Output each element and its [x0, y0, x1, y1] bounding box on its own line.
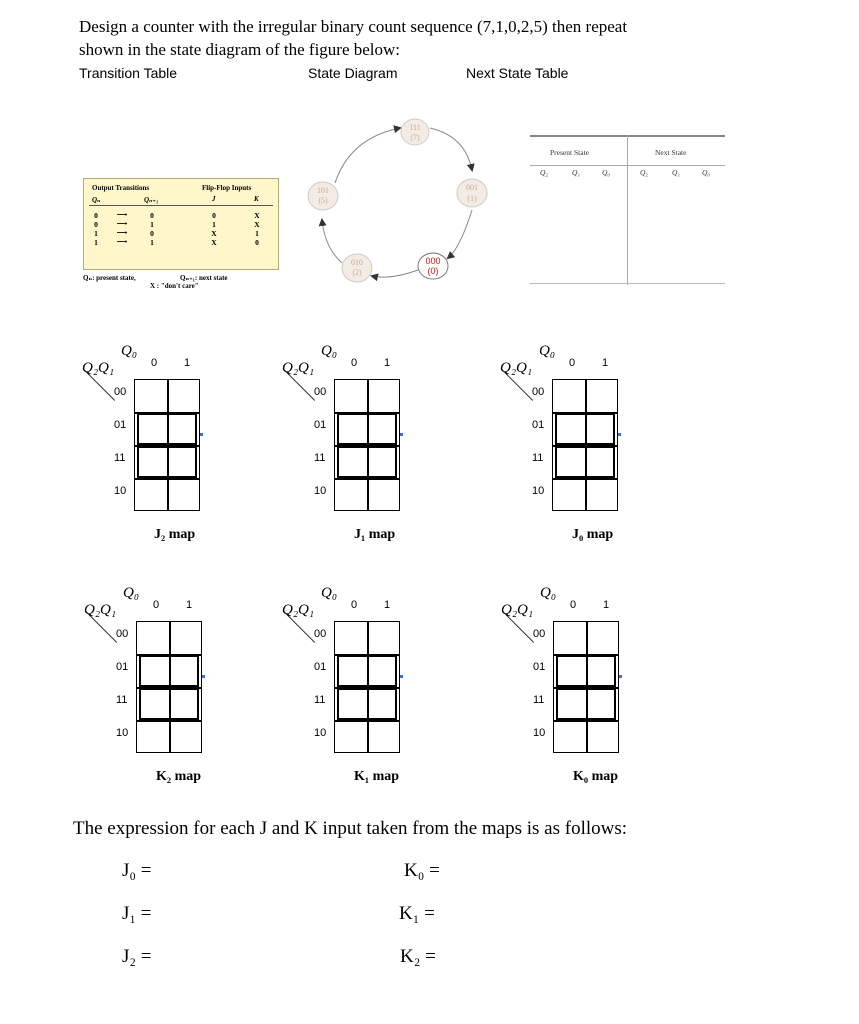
kmap-grid [334, 379, 400, 511]
tt-j: 1 [212, 220, 216, 229]
state-1-dec: (1) [467, 194, 477, 203]
transition-table-label: Transition Table [79, 65, 178, 81]
tt-k: 0 [255, 238, 259, 247]
kmap-title: K₁ map [354, 769, 400, 784]
kmap-row-11: 11 [116, 694, 128, 706]
kmap-row-10: 10 [114, 485, 127, 497]
kmap-col-0: 0 [151, 357, 158, 369]
state-1 [457, 179, 487, 207]
kmap-row-11: 11 [533, 694, 545, 706]
kmap-col-0: 0 [351, 357, 358, 369]
kmap-row-10: 10 [314, 485, 327, 497]
state-diagram-label: State Diagram [308, 65, 398, 81]
kmap-title: K₂ map [156, 769, 202, 784]
transition-1-to-0 [448, 210, 472, 258]
next-state-table [530, 135, 725, 285]
kmap-q2q1-label: Q₂Q₁ [500, 360, 533, 376]
transition-5-to-7 [335, 128, 400, 183]
expr-j1: J₁ = [122, 903, 152, 924]
problem-line-1: Design a counter with the irregular binary count sequence (7,1,0,2,5) then repeat [79, 17, 628, 36]
expr-k1: K₁ = [399, 903, 435, 924]
state-7-dec: (7) [410, 133, 420, 142]
kmap-row-00: 00 [314, 386, 327, 398]
kmap-title: J₀ map [572, 527, 614, 542]
tt-qn1: 0 [150, 211, 154, 220]
kmap-row-11: 11 [314, 452, 326, 464]
kmap-row-01: 01 [532, 419, 545, 431]
kmap-j1 [282, 343, 496, 553]
tt-col-qn: Qₙ [92, 196, 101, 204]
tt-qn: 0 [94, 211, 98, 220]
kmap-q2q1-label: Q₂Q₁ [82, 360, 115, 376]
transition-0-to-2 [372, 270, 418, 277]
kmap-grid [552, 379, 618, 511]
kmap-row-10: 10 [314, 727, 327, 739]
tt-col-j: J [212, 195, 216, 203]
nst-col: Q₁ [572, 168, 581, 177]
tt-arrow: ⟶ [116, 228, 128, 237]
tt-arrow: ⟶ [116, 210, 128, 219]
kmap-row-10: 10 [532, 485, 545, 497]
nst-col: Q₀ [602, 168, 611, 177]
tt-note-present: Qₙ: present state, [83, 274, 136, 282]
kmap-row-11: 11 [314, 694, 326, 706]
kmap-row-00: 00 [116, 628, 129, 640]
kmap-col-1: 1 [384, 357, 391, 369]
tt-qn: 0 [94, 220, 98, 229]
kmap-col-0: 0 [351, 599, 358, 611]
problem-line-2: shown in the state diagram of the figure below: [79, 40, 401, 59]
kmap-grid [134, 379, 200, 511]
expr-k2: K₂ = [400, 946, 436, 967]
kmap-col-1: 1 [186, 599, 193, 611]
tt-qn1: 0 [150, 229, 154, 238]
kmap-row-10: 10 [533, 727, 546, 739]
tt-col-k: K [254, 195, 259, 203]
kmap-row-00: 00 [532, 386, 545, 398]
state-7-bin: 111 [409, 123, 421, 132]
state-2-bin: 010 [351, 258, 363, 267]
tt-note-dontcare: X : "don't care" [150, 282, 199, 290]
kmap-row-01: 01 [116, 661, 129, 673]
state-2-dec: (2) [352, 268, 362, 277]
kmap-col-1: 1 [384, 599, 391, 611]
kmap-q2q1-label: Q₂Q₁ [282, 602, 315, 618]
transition-7-to-1 [430, 128, 472, 170]
kmap-row-01: 01 [314, 419, 327, 431]
kmap-row-01: 01 [314, 661, 327, 673]
tt-j: X [211, 238, 217, 247]
kmap-row-10: 10 [116, 727, 129, 739]
state-0-bin: 000 [425, 256, 441, 266]
nst-next-header: Next State [655, 148, 687, 157]
expr-j2: J₂ = [122, 946, 152, 967]
state-5-bin: 101 [317, 186, 329, 195]
state-5 [308, 182, 338, 210]
kmap-row-01: 01 [533, 661, 546, 673]
kmap-grid [136, 621, 202, 753]
kmap-col-1: 1 [184, 357, 191, 369]
nst-col: Q₁ [672, 168, 681, 177]
tt-note-next: Qₙ₊₁: next state [180, 274, 228, 282]
kmap-q2q1-label: Q₂Q₁ [84, 602, 117, 618]
kmap-j2 [82, 343, 296, 553]
kmap-row-00: 00 [114, 386, 127, 398]
tt-k: X [254, 211, 260, 220]
kmap-grid [334, 621, 400, 753]
tt-k: X [254, 220, 260, 229]
kmap-title: J₁ map [354, 527, 396, 542]
state-7 [401, 119, 429, 145]
kmap-q0-label: Q₀ [540, 585, 557, 601]
tt-j: X [211, 229, 217, 238]
tt-qn: 1 [94, 238, 98, 247]
expr-j0: J₀ = [122, 860, 152, 881]
nst-col: Q₂ [540, 168, 549, 177]
kmap-col-0: 0 [153, 599, 160, 611]
kmap-k1 [282, 585, 496, 795]
transition-table [83, 178, 279, 270]
state-diagram [300, 108, 530, 293]
kmap-q0-label: Q₀ [121, 343, 138, 359]
kmap-k2 [84, 585, 298, 795]
nst-col: Q₂ [640, 168, 649, 177]
expr-k0: K₀ = [404, 860, 440, 881]
kmap-q0-label: Q₀ [321, 585, 338, 601]
tt-k: 1 [255, 229, 259, 238]
state-1-bin: 001 [466, 183, 478, 192]
kmap-col-1: 1 [602, 357, 609, 369]
kmap-q0-label: Q₀ [321, 343, 338, 359]
kmap-q0-label: Q₀ [123, 585, 140, 601]
kmap-q2q1-label: Q₂Q₁ [282, 360, 315, 376]
kmap-grid [553, 621, 619, 753]
kmap-row-00: 00 [314, 628, 327, 640]
tt-qn1: 1 [150, 238, 154, 247]
state-5-dec: (5) [318, 196, 328, 205]
tt-col-qn1: Qₙ₊₁ [144, 196, 159, 204]
next-state-table-label: Next State Table [466, 65, 569, 81]
tt-arrow: ⟶ [116, 237, 128, 246]
state-0-dec: (0) [427, 266, 439, 276]
expressions-intro: The expression for each J and K input taken from the maps is as follows: [73, 818, 628, 839]
state-2 [342, 254, 372, 282]
kmap-k0 [501, 585, 715, 795]
problem-statement [79, 15, 719, 61]
nst-col: Q₀ [702, 168, 711, 177]
tt-qn: 1 [94, 229, 98, 238]
kmap-q0-label: Q₀ [539, 343, 556, 359]
kmap-title: J₂ map [154, 527, 196, 542]
kmap-j0 [500, 343, 714, 553]
kmap-row-00: 00 [533, 628, 546, 640]
tt-j: 0 [212, 211, 216, 220]
state-0 [418, 253, 448, 279]
transition-2-to-5 [322, 220, 342, 263]
nst-present-header: Present State [550, 148, 589, 157]
tt-arrow: ⟶ [116, 219, 128, 228]
tt-header-ff: Flip-Flop Inputs [202, 184, 252, 192]
kmap-col-0: 0 [569, 357, 576, 369]
kmap-title: K₀ map [573, 769, 619, 784]
tt-header-output: Output Transitions [92, 184, 150, 192]
kmap-q2q1-label: Q₂Q₁ [501, 602, 534, 618]
kmap-row-01: 01 [114, 419, 127, 431]
kmap-row-11: 11 [114, 452, 126, 464]
kmap-col-1: 1 [603, 599, 610, 611]
tt-qn1: 1 [150, 220, 154, 229]
kmap-col-0: 0 [570, 599, 577, 611]
kmap-row-11: 11 [532, 452, 544, 464]
